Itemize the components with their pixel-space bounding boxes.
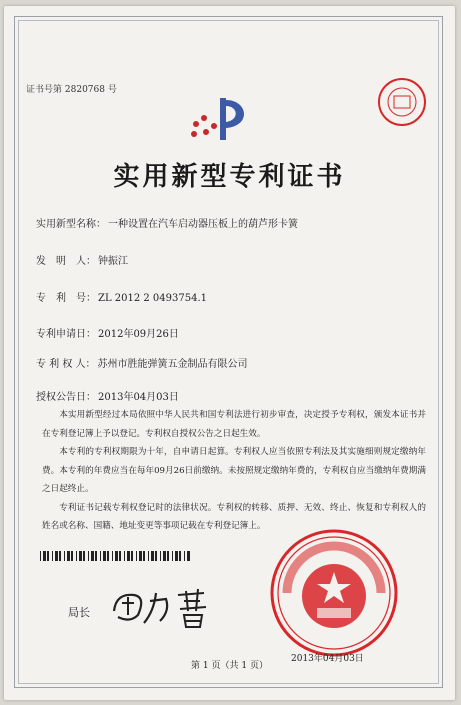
barcode-bar xyxy=(160,551,161,561)
field-patentee xyxy=(36,355,248,370)
field-label: 实用新型名称： xyxy=(36,219,106,230)
seal-date: 2013年04月03日 xyxy=(291,654,364,664)
barcode-bar xyxy=(47,551,49,561)
field-value: ZL 2012 2 0493754.1 xyxy=(98,293,208,304)
barcode-bar xyxy=(103,551,106,561)
barcode-bar xyxy=(100,551,101,561)
field-patent-number xyxy=(36,289,207,304)
barcode-bar xyxy=(172,551,173,561)
barcode-bar xyxy=(163,551,166,561)
certificate-title: 实用新型专利证书 xyxy=(113,162,346,192)
cert-no-suffix: 号 xyxy=(107,85,117,95)
barcode-bar xyxy=(115,551,118,561)
director-signature-icon xyxy=(104,581,224,631)
barcode-bar xyxy=(83,551,85,561)
director-label: 局长 xyxy=(68,606,90,619)
cert-no-label: 证书号第 xyxy=(26,85,63,95)
patent-office-logo-icon xyxy=(182,92,262,144)
barcode-bar xyxy=(167,551,169,561)
certificate-body xyxy=(42,406,426,536)
barcode-bar xyxy=(88,551,89,561)
barcode-bar xyxy=(155,551,157,561)
barcode-bar xyxy=(64,551,65,561)
barcode-bar xyxy=(95,551,97,561)
certificate-number xyxy=(26,82,117,95)
cert-no-value: 2820768 xyxy=(64,85,105,95)
barcode-bar xyxy=(124,551,125,561)
field-application-date xyxy=(36,325,179,340)
barcode-bar xyxy=(148,551,149,561)
barcode-bar xyxy=(179,551,181,561)
barcode-bar xyxy=(43,551,46,561)
barcode-bar xyxy=(71,551,73,561)
field-label: 专 利 号： xyxy=(36,293,96,304)
barcode-bar xyxy=(184,551,185,561)
barcode-bar xyxy=(187,551,190,561)
field-label: 发 明 人： xyxy=(36,256,96,267)
barcode-bar xyxy=(55,551,58,561)
body-paragraph: 本专利的专利权期限为十年，自申请日起算。专利权人应当依照专利法及其实施细则规定缴纳年费。本专利的年费应当在每年09月26日前缴纳。未按照规定缴纳年费的，专利权自应当缴纳年费期满之日起终止。 xyxy=(42,447,426,494)
field-label: 授权公告日： xyxy=(36,392,96,403)
field-value: 2012年09月26日 xyxy=(98,329,179,340)
certificate-paper xyxy=(4,6,455,700)
body-paragraph: 专利证书记载专利权登记时的法律状况。专利权的转移、质押、无效、终止、恢复和专利权人的姓名或名称、国籍、地址变更等事项记载在专利登记簿上。 xyxy=(42,502,426,531)
barcode-bar xyxy=(91,551,94,561)
field-label: 专利申请日： xyxy=(36,329,96,340)
barcode-bar xyxy=(40,551,41,561)
barcode-bar xyxy=(79,551,82,561)
barcode-bar xyxy=(131,551,133,561)
barcode-bar xyxy=(119,551,121,561)
field-value: 2013年04月03日 xyxy=(98,392,179,403)
field-value: 苏州市胜能弹簧五金制品有限公司 xyxy=(97,359,248,370)
barcode-bar xyxy=(67,551,70,561)
barcode-bar xyxy=(127,551,130,561)
barcode-bar xyxy=(112,551,113,561)
barcode-bar xyxy=(139,551,142,561)
page-number: 第 1 页（共 1 页） xyxy=(191,661,268,671)
barcode-bar xyxy=(52,551,53,561)
small-seal-icon xyxy=(376,76,428,128)
barcode-bar xyxy=(59,551,61,561)
field-value: 钟振江 xyxy=(98,256,128,267)
field-inventor xyxy=(36,252,128,267)
barcode-bar xyxy=(76,551,77,561)
barcode-bar xyxy=(136,551,137,561)
body-paragraph: 本实用新型经过本局依照中华人民共和国专利法进行初步审查，决定授予专利权，颁发本证书并在专利登记簿上予以登记。专利权自授权公告之日起生效。 xyxy=(42,410,426,439)
barcode-icon xyxy=(40,551,190,561)
barcode-bar xyxy=(107,551,109,561)
barcode-bar xyxy=(143,551,145,561)
field-label: 专 利 权 人： xyxy=(36,359,96,370)
state-ip-office-seal-icon xyxy=(269,528,399,658)
barcode-bar xyxy=(175,551,178,561)
field-utility-model-name xyxy=(36,215,298,230)
field-value: 一种设置在汽车启动器压板上的葫芦形卡簧 xyxy=(108,219,298,230)
field-grant-date xyxy=(36,388,179,403)
barcode-bar xyxy=(151,551,154,561)
